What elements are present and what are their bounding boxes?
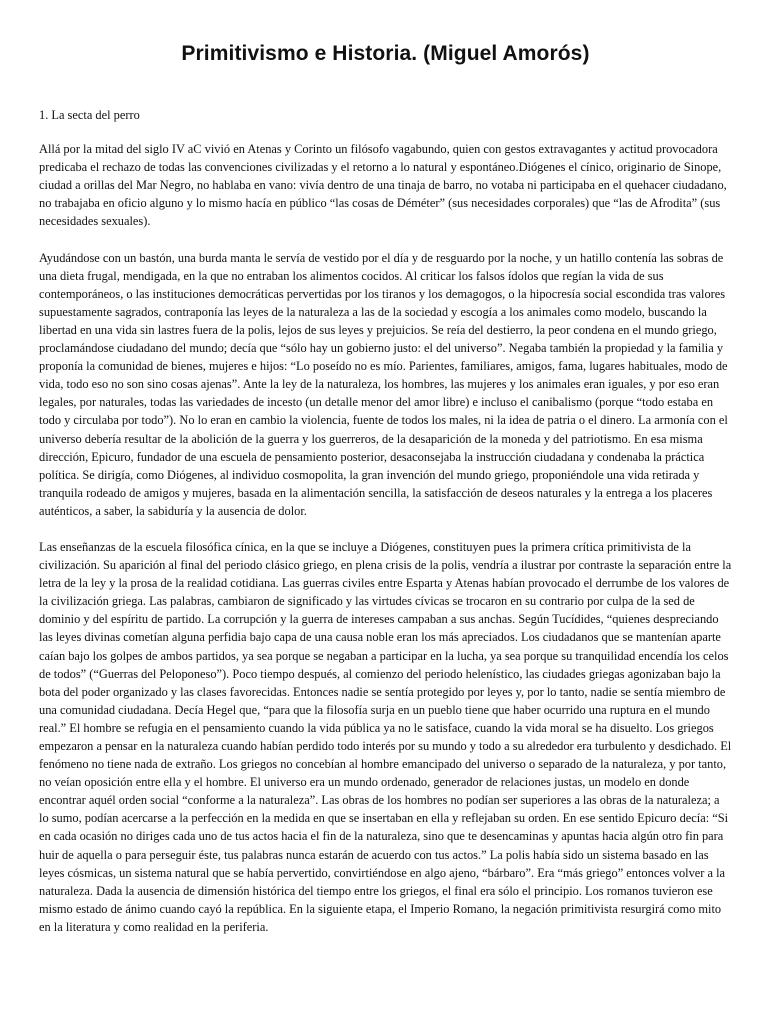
section-heading: 1. La secta del perro xyxy=(39,108,140,122)
paragraph-3: Las enseñanzas de la escuela filosófica cínica, en la que se incluye a Diógenes, constituyen pues la primera crítica primitivista de la civilización. Su aparición al final del periodo clásico griego, en plena crisis de la polis, vendría a ilustrar por contraste la separación entre la letra de la ley y la prosa de la realidad cotidiana. Las guerras civiles entre Esparta y Atenas habían provocado el derrumbe de los valores de la civilización griega. Las palabras, cambiaron de significado y las virtudes cívicas se trocaron en su contrario por culpa de la sed de dominio y del espíritu de partido. La corrupción y la guerra de intereses campaban a sus anchas. Según Tucídides, “quienes despreciando las leyes divinas cometían alguna perfidia bajo capa de una causa noble eran los más apreciados. Los ciudadanos que se mantenían aparte caían bajo los golpes de ambos partidos, ya sea porque se negaban a participar en la lucha, ya sea porque su tranquilidad encendía los celos de todos” (“Guerras del Peloponeso”). Poco tiempo después, al comienzo del periodo helenístico, las ciudades griegas agonizaban bajo la bota del poder organizado y las clases favorecidas. Entonces nadie se sentía protegido por leyes y, por lo tanto, nadie se sentía miembro de una comunidad ciudadana. Decía Hegel que, “para que la filosofía surja en un pueblo tiene que haber ocurrido una ruptura en el mundo real.” El hombre se refugia en el pensamiento cuando la vida pública ya no le satisface, cuando la vida moral se ha disuelto. Los griegos empezaron a pensar en la naturaleza cuando habían perdido todo interés por su mundo y todo a su alrededor era turbulento y desdichado. El fenómeno no tiene nada de extraño. Los griegos no concebían al hombre emancipado del universo o separado de la naturaleza, y por tanto, no veían oposición entre ella y el hombre. El universo era un mundo ordenado, generador de relaciones justas, un modelo en donde encontrar aquél orden social “conforme a la naturaleza”. Las obras de los hombres no podían ser superiores a las obras de la naturaleza; a lo sumo, podían acercarse a la perfección en la medida en que se insertaban en ella y reflejaban su orden. En ese sentido Epicuro decía: “Si en cada ocasión no diriges cada uno de tus actos hacia el fin de la naturaleza, sino que te desencaminas y apuntas hacia algún otro fin para huir de aquella o para perseguir éste, tus palabras nunca estarán de acuerdo con tus actos.” La polis había sido un sistema basado en las leyes cósmicas, un sistema natural que se había pervertido, convirtiéndose en algo ajeno, “bárbaro”. Era “más griego” entonces volver a la naturaleza. Dada la ausencia de dimensión histórica del tiempo entre los griegos, el final era sólo el principio. Los romanos tuvieron ese mismo estado de ánimo cuando cayó la república. En la siguiente etapa, el Imperio Romano, la negación primitivista resurgirá como mito en la literatura y como realidad en la periferia. xyxy=(39,539,732,934)
paragraph-2: Ayudándose con un bastón, una burda manta le servía de vestido por el día y de resguardo por la noche, y un hatillo contenía las sobras de una dieta frugal, mendigada, en la que no entraban los alimentos cocidos. Al criticar los falsos ídolos que regían la vida de sus contemporáneos, o las instituciones democráticas pervertidas por los tiranos y los demagogos, o la hipocresía social escondida tras valores supuestamente sagrados, contraponía las leyes de la naturaleza a las de la sociedad y escogía a los animales como modelo, buscando la libertad en una vida sin lastres fuera de la polis, lejos de sus leyes y prejuicios. Se reía del destierro, la peor condena en el mundo griego, proclamándose ciudadano del mundo; decía que “sólo hay un gobierno justo: el del universo”. Negaba también la propiedad y la familia y proponía la comunidad de bienes, mujeres e hijos: “Lo poseído no es mío. Parientes, familiares, amigos, fama, lugares habituales, modo de vida, todo eso no son sino cosas ajenas”. Ante la ley de la naturaleza, los hombres, las mujeres y los animales eran iguales, y por eso eran legales, por naturales, todas las variedades de incesto (un detalle menor del amor libre) e incluso el canibalismo (porque “todo estaba en todo y circulaba por todo”). No lo eran en cambio la violencia, fuente de todos los males, ni la idea de patria o el dinero. La armonía con el universo debería resultar de la abolición de la guerra y los guerreros, de la desaparición de la moneda y del patriotismo. En esa misma dirección, Epicuro, fundador de una escuela de pensamiento posterior, desaconsejaba la instrucción ciudadana y condenaba la práctica política. Se dirigía, como Diógenes, al individuo cosmopolita, la gran invención del mundo griego, proponiéndole una vida retirada y tranquila rodeado de amigos y mujeres, basada en la alimentación sencilla, la satisfacción de deseos naturales y la entrega a los placeres auténticos, a saber, la sabiduría y la ausencia de dolor. xyxy=(39,250,728,518)
document-body xyxy=(39,106,732,936)
paragraph-1: Allá por la mitad del siglo IV aC vivió en Atenas y Corinto un filósofo vagabundo, quien con gestos extravagantes y actitud provocadora predicaba el rechazo de todas las convenciones civilizadas y el retorno a lo natural y espontáneo.Diógenes el cínico, originario de Sinope, ciudad a orillas del Mar Negro, no hablaba en vano: vivía dentro de una tinaja de barro, no votaba ni participaba en el quehacer ciudadano, no trabajaba en oficio alguno y lo mismo hacía en público “las cosas de Déméter” (sus necesidades corporales) que “las de Afrodita” (sus necesidades sexuales). xyxy=(39,142,727,229)
document-title: Primitivismo e Historia. (Miguel Amorós) xyxy=(181,42,590,65)
